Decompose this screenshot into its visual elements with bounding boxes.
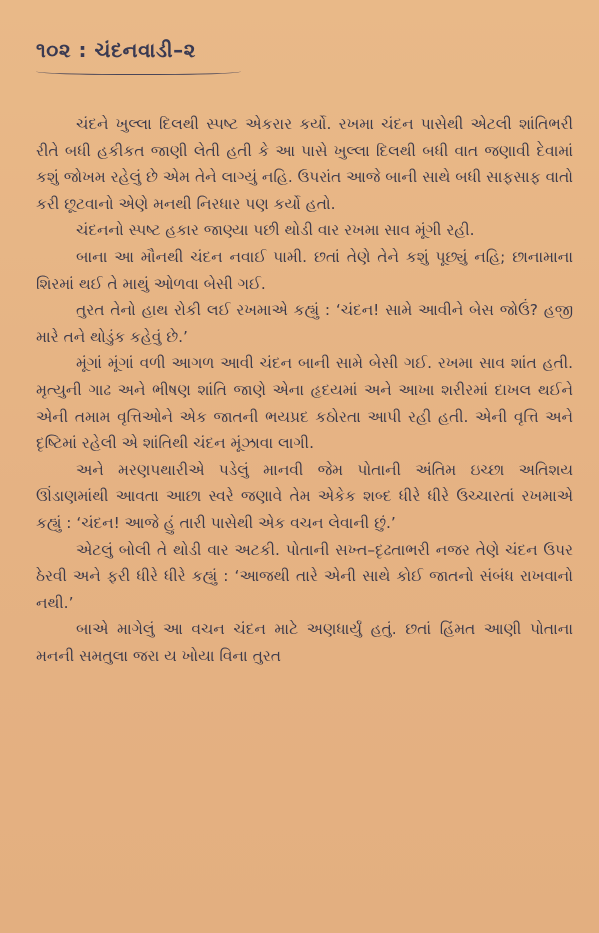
paragraph: ચંદનનો સ્પષ્ટ હકાર જાણ્યા પછી થોડી વાર રખમા સાવ મૂંગી રહી. <box>76 221 475 240</box>
paragraph: તુરત તેનો હાથ રોકી લઈ રખમાએ કહ્યું : ‘ચંદન! સામે આવીને બેસ જોઉં? હજી મારે તને થોડુંક કહેવું છે.’ <box>36 301 573 346</box>
paragraph: બાએ માગેલું આ વચન ચંદન માટે અણધાર્યું હતું. છતાં હિંમત આણી પોતાના મનની સમતુલા જરા ય ખોયા વિના તુરત <box>36 620 573 665</box>
header-underline <box>36 66 241 75</box>
paragraph: અને મરણપથારીએ પડેલું માનવી જેમ પોતાની અંતિમ ઇચ્છા અતિશય ઊંડાણમાંથી આવતા આછા સ્વરે જણાવે તેમ એકેક શબ્દ ધીરે ધીરે ઉચ્ચારતાં રખમાએ કહ્યું : ‘ચંદન! આજે હું તારી પાસેથી એક વચન લેવાની છું.’ <box>36 460 573 532</box>
paragraph: એટલું બોલી તે થોડી વાર અટકી. પોતાની સખ્ત–દૃઢતાભરી નજર તેણે ચંદન ઉપર ઠેરવી અને ફરી ધીરે ધીરે કહ્યું : ‘આજથી તારે એની સાથે કોઈ જાતનો સંબંધ રાખવાનો નથી.’ <box>36 540 573 612</box>
paragraph: ચંદને ખુલ્લા દિલથી સ્પષ્ટ એકરાર કર્યો. રખમા ચંદન પાસેથી એટલી શાંતિભરી રીતે બધી હકીકત જાણી લેતી હતી કે આ પાસે ખુલ્લા દિલથી બધી વાત જણાવી દેવામાં કશું જોખમ રહેલું છે એમ તેને લાગ્યું નહિ. ઉપરાંત આજે બાની સાથે બધી સાફસાફ વાતો કરી છૂટવાનો એણે મનથી નિરધાર પણ કર્યો હતો. <box>36 115 573 213</box>
paragraph: મૂંગાં મૂંગાં વળી આગળ આવી ચંદન બાની સામે બેસી ગઈ. રખમા સાવ શાંત હતી. મૃત્યુની ગાઢ અને ભીષણ શાંતિ જાણે એના હૃદયમાં અને આખા શરીરમાં દાખલ થઈને એની તમામ વૃત્તિઓને એક જાતની ભયપ્રદ કઠોરતા આપી રહી હતી. એની વૃત્તિ અને દૃષ્ટિમાં રહેલી એ શાંતિથી ચંદન મૂંઝાવા લાગી. <box>36 354 573 453</box>
page-body <box>36 111 573 669</box>
running-header: ૧૦૨ : ચંદનવાડી–૨ <box>36 38 196 62</box>
paragraph: બાના આ મૌનથી ચંદન નવાઈ પામી. છતાં તેણે તેને કશું પૂછ્યું નહિ; છાનામાના શિરમાં થઈ તે માથું ઓળવા બેસી ગઈ. <box>36 247 573 293</box>
